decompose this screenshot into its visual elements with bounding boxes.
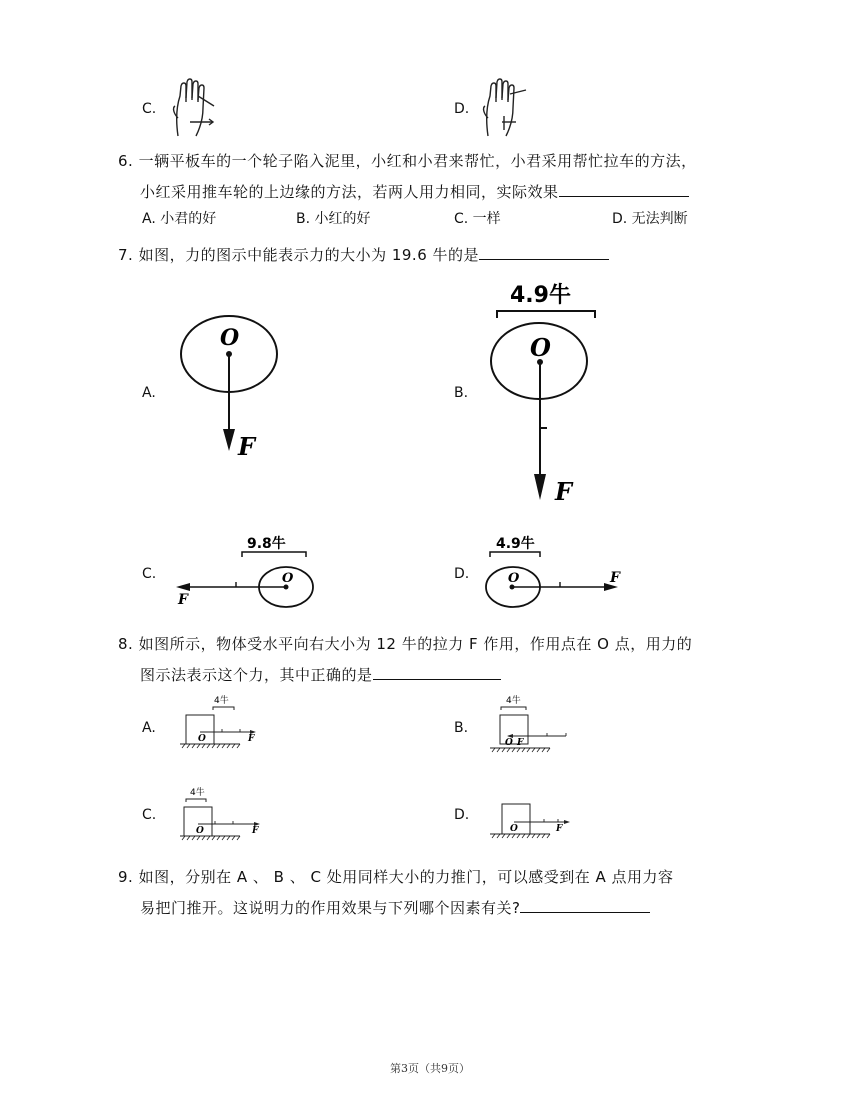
q8c-point-o: O — [196, 826, 204, 836]
q8-answer-blank[interactable] — [373, 663, 501, 680]
q8-stem-line2: 图示法表示这个力，其中正确的是 — [140, 666, 373, 684]
q8-figure-d — [488, 788, 578, 844]
q8-figure-c — [178, 782, 268, 842]
q7c-force-f: F — [178, 592, 188, 608]
q7b-force-f: F — [555, 477, 573, 506]
q8b-force-f: F — [517, 738, 524, 748]
q7a-force-f: F — [238, 432, 256, 461]
q7a-point-o: O — [220, 325, 240, 351]
q8-figure-b — [488, 690, 578, 750]
q7c-point-o: O — [282, 571, 294, 586]
q8-option-a-label: A. — [142, 720, 156, 736]
q8-option-c-label: C. — [142, 807, 157, 823]
q6-option-d: D. 无法判断 — [612, 211, 688, 227]
q6-option-a: A. 小君的好 — [142, 211, 217, 227]
q7-figure-d — [484, 530, 634, 610]
q9-stem-line1: 9. 如图，分别在 A 、 B 、 C 处用同样大小的力推门，可以感受到在 A 点用力容 — [118, 868, 674, 886]
q8b-scale-label: 4牛 — [506, 696, 521, 706]
q8a-scale-label: 4牛 — [214, 696, 229, 706]
q7-stem: 7. 如图，力的图示中能表示力的大小为 19.6 牛的是 — [118, 246, 480, 264]
q7d-point-o: O — [508, 571, 520, 586]
q6-stem-line1: 6. 一辆平板车的一个轮子陷入泥里，小红和小君来帮忙，小君采用帮忙拉车的方法， — [118, 152, 697, 170]
q8d-point-o: O — [510, 824, 518, 834]
q7-figure-c — [172, 530, 322, 610]
q8a-force-f: F — [248, 734, 255, 744]
q8a-point-o: O — [198, 734, 206, 744]
q7-option-d-label: D. — [454, 566, 470, 582]
q7d-force-f: F — [610, 570, 620, 586]
q9-answer-blank[interactable] — [520, 896, 650, 913]
q8-option-d-label: D. — [454, 807, 470, 823]
q7c-scale-label: 9.8牛 — [247, 536, 286, 552]
q7d-scale-label: 4.9牛 — [496, 536, 535, 552]
q5-hand-figure-d — [480, 78, 530, 138]
q9-stem-line2: 易把门推开。这说明力的作用效果与下列哪个因素有关? — [140, 899, 521, 917]
q7-option-b-label: B. — [454, 385, 469, 401]
q8-stem-line1: 8. 如图所示，物体受水平向右大小为 12 牛的拉力 F 作用，作用点在 O 点，用力的 — [118, 635, 693, 653]
q6-option-b: B. 小红的好 — [296, 211, 371, 227]
q8c-scale-label: 4牛 — [190, 788, 205, 798]
page-footer: 第3页（共9页） — [390, 1062, 470, 1075]
q7b-scale-label: 4.9牛 — [510, 283, 571, 308]
q7-option-a-label: A. — [142, 385, 156, 401]
q5-hand-figure-c — [170, 78, 220, 138]
q7-figure-a — [170, 305, 290, 465]
q7b-point-o: O — [530, 333, 551, 362]
q8b-point-o: O — [505, 738, 513, 748]
q7-answer-blank[interactable] — [479, 243, 609, 260]
q6-answer-blank[interactable] — [559, 180, 689, 197]
q6-stem-line2: 小红采用推车轮的上边缘的方法，若两人用力相同，实际效果 — [140, 183, 559, 201]
q8d-force-f: F — [556, 824, 563, 834]
q6-option-c: C. 一样 — [454, 211, 501, 227]
q5-option-c-label: C. — [142, 101, 157, 117]
q8-figure-a — [178, 690, 268, 750]
q5-option-d-label: D. — [454, 101, 470, 117]
q8c-force-f: F — [252, 826, 259, 836]
q7-figure-b — [485, 278, 615, 510]
q8-option-b-label: B. — [454, 720, 469, 736]
q7-option-c-label: C. — [142, 566, 157, 582]
